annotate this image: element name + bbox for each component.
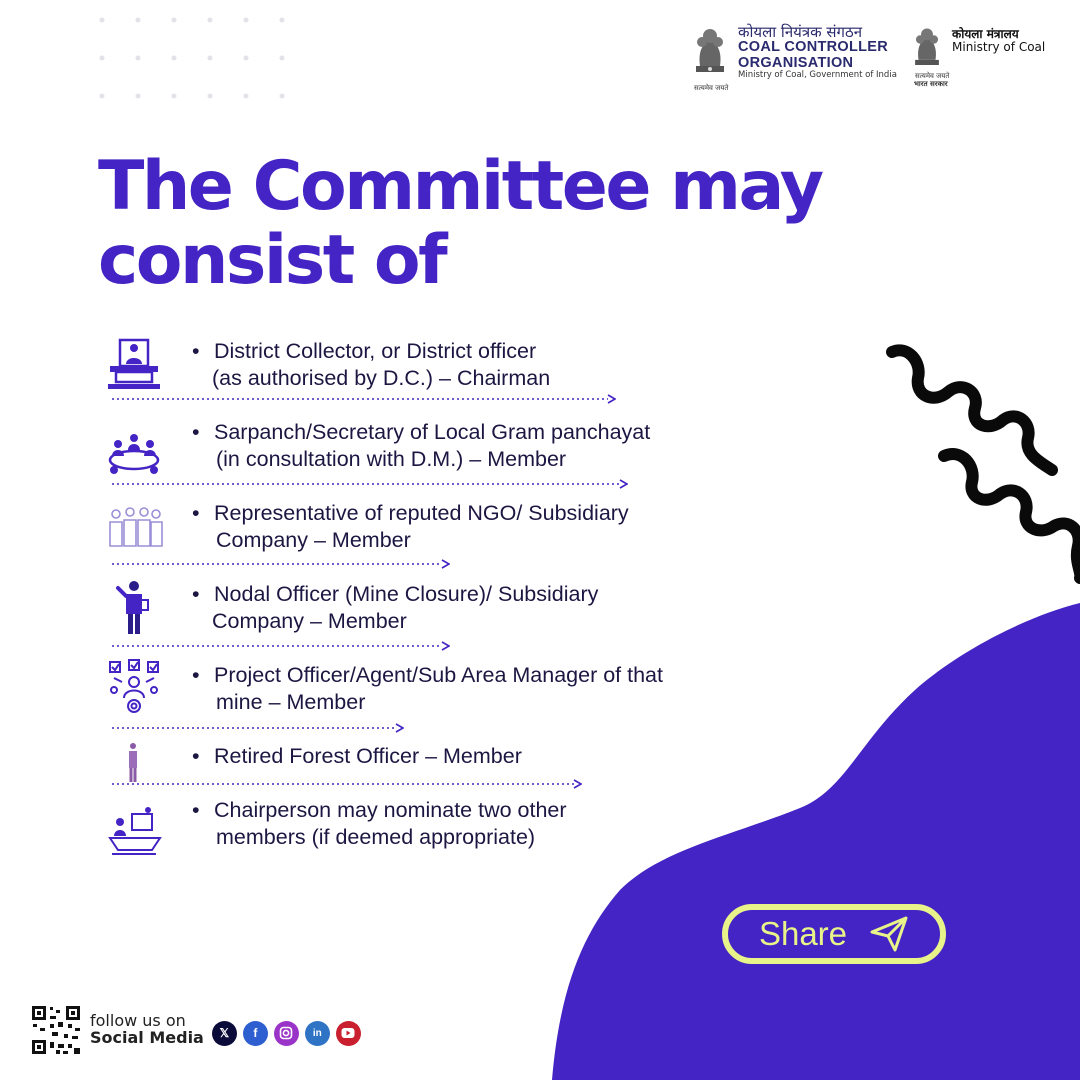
- member-line1: Chairperson may nominate two other: [214, 798, 567, 822]
- moc-hindi-name: कोयला मंत्रालय: [952, 27, 1019, 42]
- member-line2: Company – Member: [216, 528, 411, 552]
- standing-person-icon: [104, 738, 164, 798]
- footer: [30, 1004, 361, 1056]
- member-line2: mine – Member: [216, 690, 366, 714]
- bullet-dot: •: [192, 582, 200, 606]
- meeting-table-icon: [104, 422, 164, 482]
- social-media-label: Social Media: [90, 1028, 204, 1047]
- dotted-arrow-separator: [112, 559, 450, 569]
- manager-tasks-icon: [104, 658, 164, 718]
- headline: The Committee may consist of: [98, 147, 822, 300]
- ccl-logo: [690, 22, 897, 82]
- dotted-arrow-separator: [112, 779, 582, 789]
- share-button[interactable]: [722, 904, 946, 964]
- member-line1: Nodal Officer (Mine Closure)/ Subsidiary: [214, 582, 599, 606]
- nomination-desk-icon: [104, 802, 164, 862]
- officer-presenting-icon: [104, 578, 164, 638]
- ccl-subtitle: Ministry of Coal, Government of India: [738, 70, 897, 81]
- moc-name: Ministry of Coal: [952, 40, 1046, 54]
- member-line2: Company – Member: [212, 609, 407, 633]
- member-line2: members (if deemed appropriate): [216, 825, 536, 849]
- ashoka-emblem-icon: [690, 22, 730, 82]
- moc-logo: [910, 22, 1045, 74]
- share-label: Share: [758, 915, 848, 952]
- member-line1: Representative of reputed NGO/ Subsidiary: [214, 501, 629, 525]
- bullet-dot: •: [192, 744, 200, 768]
- qr-code-icon[interactable]: [30, 1004, 82, 1056]
- bullet-dot: •: [192, 420, 200, 444]
- instagram-icon[interactable]: [274, 1021, 299, 1046]
- dotted-arrow-separator: [112, 394, 616, 404]
- member-line2: (as authorised by D.C.) – Chairman: [212, 366, 551, 390]
- ccl-name-line1: COAL CONTROLLER: [738, 38, 889, 55]
- dotted-arrow-separator: [112, 641, 450, 651]
- follow-us-label: follow us on: [90, 1011, 186, 1031]
- member-line1: Project Officer/Agent/Sub Area Manager of that: [214, 663, 663, 687]
- member-line2: (in consultation with D.M.) – Member: [216, 447, 567, 471]
- moc-emblem-caption-2: भारत सरकार: [914, 80, 948, 88]
- bullet-dot: •: [192, 339, 200, 363]
- moc-emblem-caption-1: सत्यमेव जयते: [915, 72, 950, 80]
- bullet-dot: •: [192, 663, 200, 687]
- member-line1: Retired Forest Officer – Member: [214, 744, 522, 768]
- ccl-name-line2: ORGANISATION: [738, 54, 854, 71]
- ccl-emblem-caption: सत्यमेव जयते: [694, 84, 729, 92]
- ashoka-emblem-icon: [910, 22, 944, 74]
- dotted-arrow-separator: [112, 723, 404, 733]
- bullet-dot: •: [192, 798, 200, 822]
- member-line1: District Collector, or District officer: [214, 339, 537, 363]
- people-group-icon: [104, 500, 164, 560]
- bullet-dot: •: [192, 501, 200, 525]
- dotted-arrow-separator: [112, 479, 628, 489]
- linkedin-icon[interactable]: in: [305, 1021, 330, 1046]
- facebook-icon[interactable]: f: [243, 1021, 268, 1046]
- x-icon[interactable]: 𝕏: [212, 1021, 237, 1046]
- podium-speaker-icon: [104, 336, 164, 396]
- ccl-hindi-name: कोयला नियंत्रक संगठन: [738, 22, 863, 41]
- youtube-icon[interactable]: [336, 1021, 361, 1046]
- send-icon: [869, 915, 909, 953]
- member-line1: Sarpanch/Secretary of Local Gram panchayat: [214, 420, 651, 444]
